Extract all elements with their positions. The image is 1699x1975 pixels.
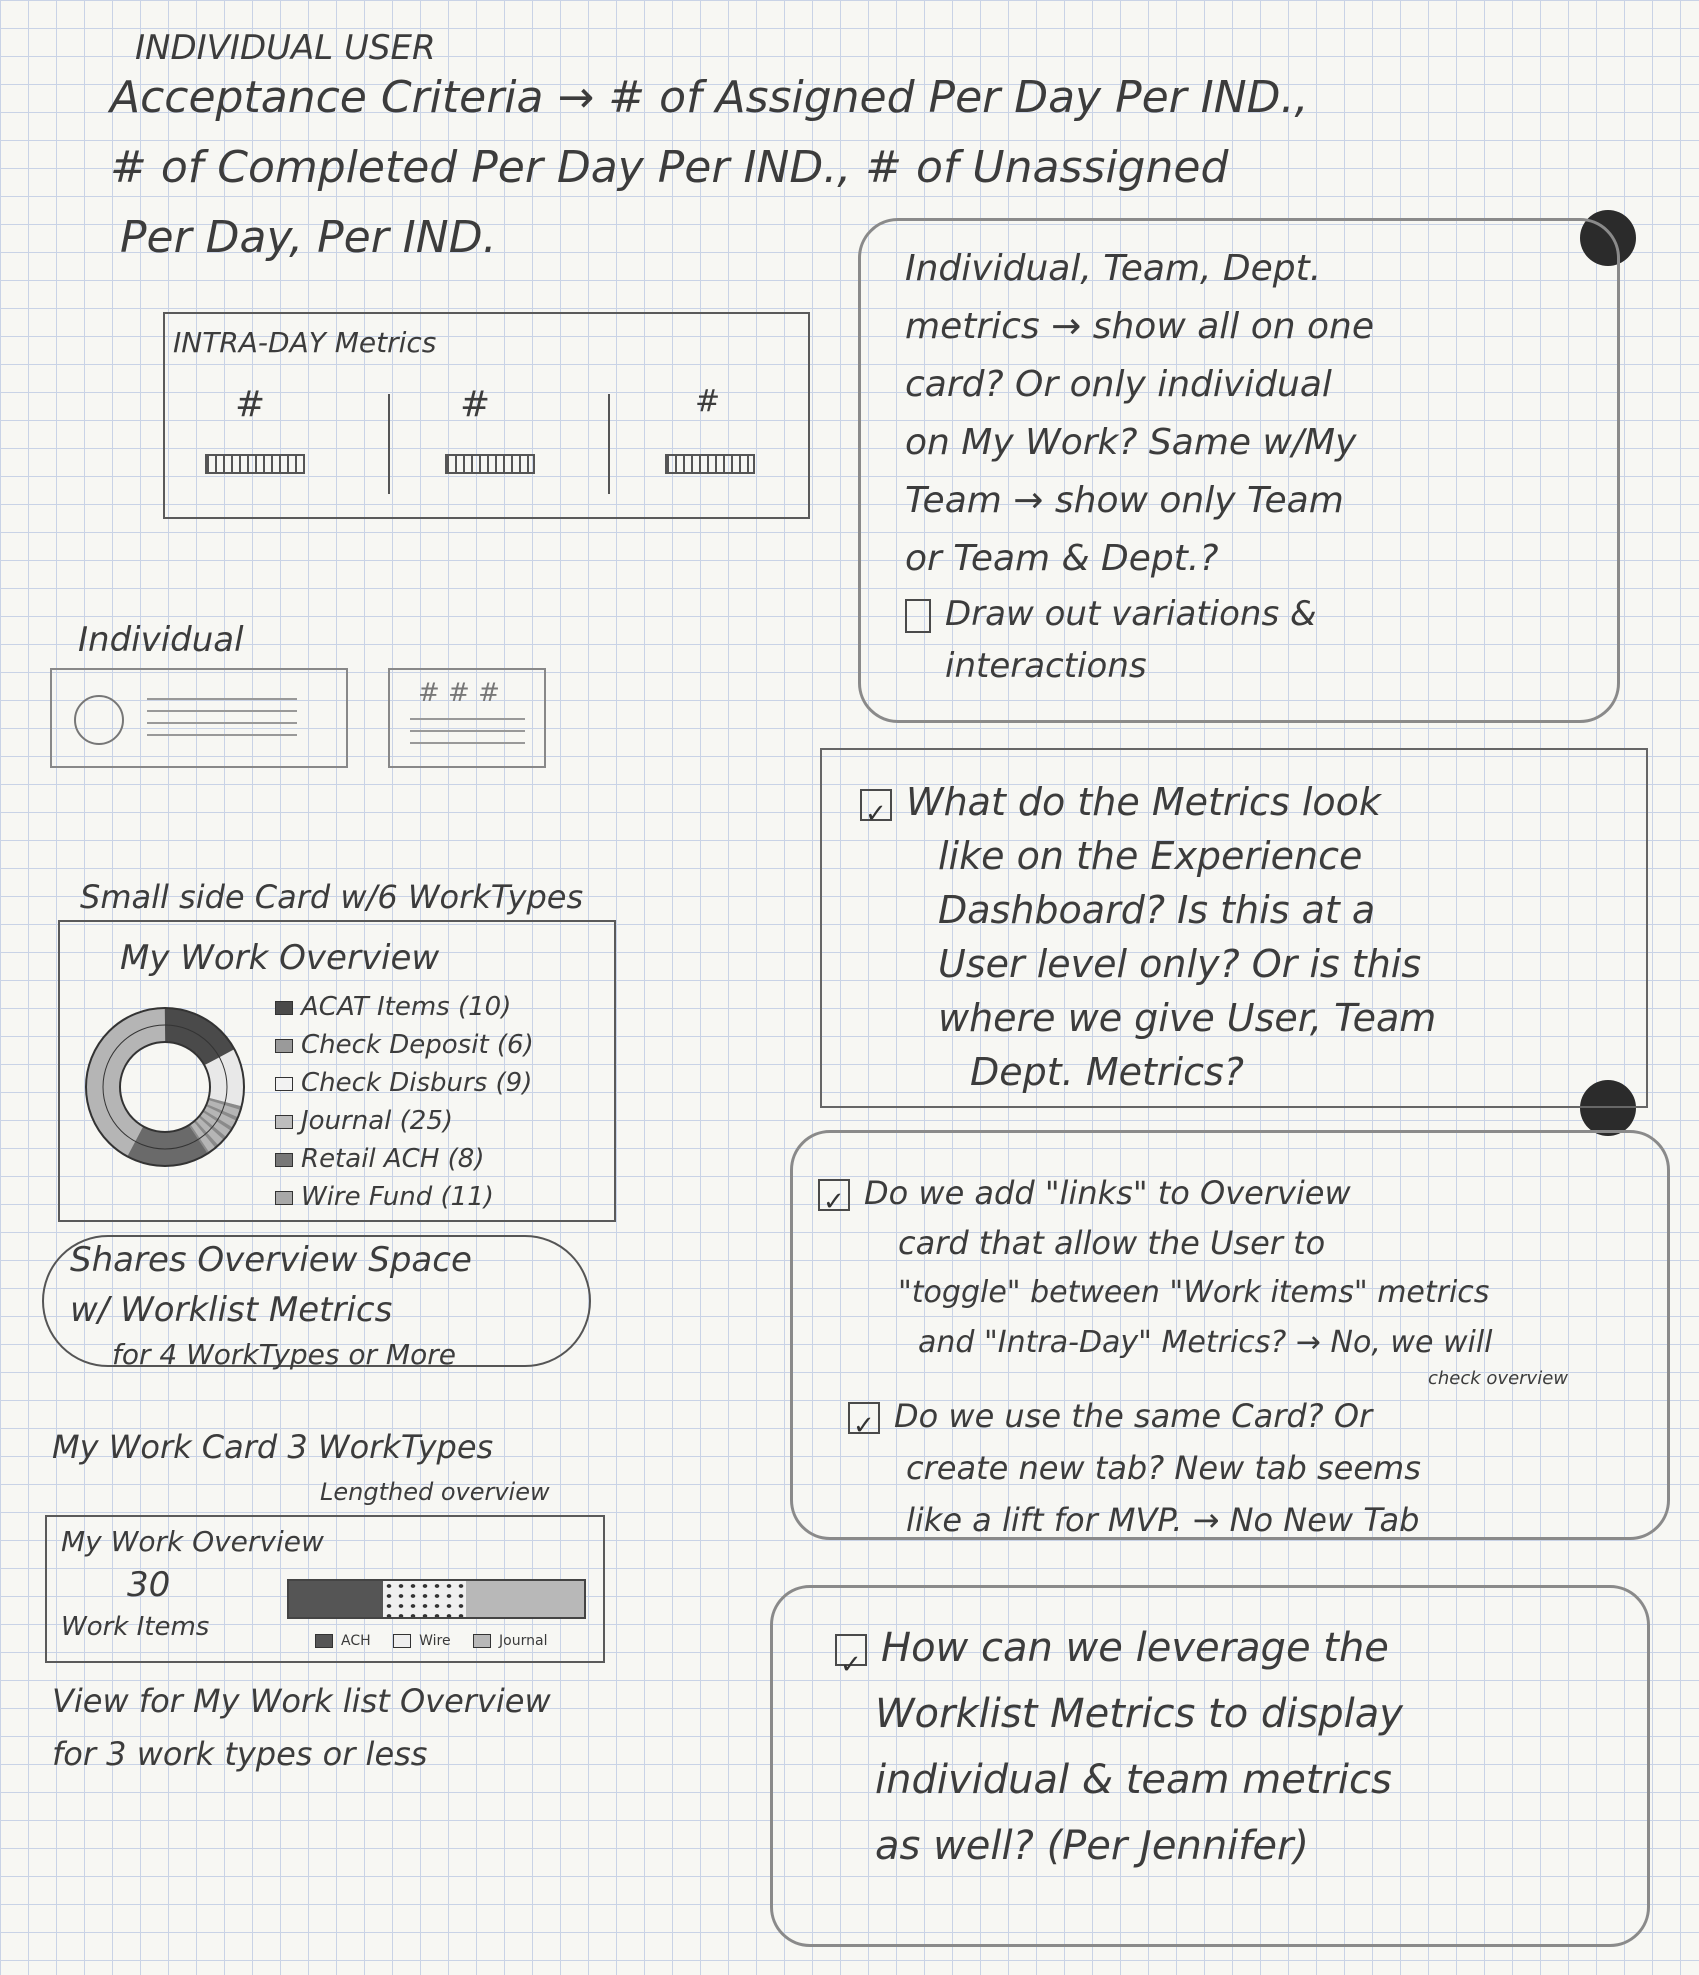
legend-item-journal — [275, 1102, 534, 1140]
legend-swatch — [275, 1153, 293, 1167]
card3-bar-segment-journal — [466, 1581, 584, 1617]
header-line-2: Acceptance Criteria → # of Assigned Per Day Per IND., — [110, 72, 1309, 123]
question-3-line-6: create new tab? New tab seems — [906, 1449, 1421, 1487]
individual-title: Individual — [78, 620, 244, 660]
question-2-line-3: Dashboard? Is this at a — [938, 888, 1376, 932]
individual-card-left — [50, 668, 348, 768]
question-1-todo — [905, 588, 1374, 640]
question-3-line-1-text: Do we add "links" to Overview — [864, 1174, 1351, 1212]
todo-checkbox[interactable] — [905, 599, 931, 633]
small-card-note-line-1: Shares Overview Space — [70, 1240, 472, 1280]
intra-day-label-scribble-2 — [445, 454, 535, 474]
question-3-line-1 — [818, 1168, 1568, 1218]
legend-swatch — [473, 1634, 491, 1648]
legend-swatch — [275, 1115, 293, 1129]
legend-item-disburs — [275, 1064, 534, 1102]
question-1 — [905, 240, 1374, 692]
question-2-line-1-text: What do the Metrics look — [906, 780, 1381, 824]
legend-swatch — [275, 1191, 293, 1205]
card3-bar-segment-ach — [289, 1581, 383, 1617]
individual-card-right — [388, 668, 546, 768]
question-4-line-2: Worklist Metrics to display — [875, 1691, 1403, 1737]
checkbox-checked[interactable] — [860, 789, 892, 821]
card3-count-label: Work Items — [61, 1612, 210, 1642]
card3-legend — [315, 1633, 547, 1649]
question-3 — [818, 1168, 1568, 1546]
intra-day-value-1: # — [235, 384, 266, 425]
legend-swatch — [275, 1077, 293, 1091]
intra-day-card — [163, 312, 810, 519]
question-2-line-4: User level only? Or is this — [938, 942, 1422, 986]
small-card-note-line-2: w/ Worklist Metrics — [70, 1290, 393, 1330]
donut-chart — [80, 1002, 250, 1172]
question-1-line-6: or Team & Dept.? — [905, 538, 1219, 579]
question-2-line-1 — [860, 775, 1436, 829]
small-card — [58, 920, 616, 1222]
header-line-1: INDIVIDUAL USER — [135, 28, 436, 68]
question-4-line-1 — [835, 1615, 1403, 1681]
question-3-line-7: like a lift for MVP. → No New Tab — [906, 1501, 1420, 1539]
question-3-side-note: check overview — [1428, 1368, 1569, 1389]
question-1-line-3: card? Or only individual — [905, 364, 1332, 405]
small-card-title: My Work Overview — [120, 938, 440, 978]
card3-bar — [287, 1579, 586, 1619]
legend-label: Check Disburs (9) — [301, 1068, 533, 1098]
legend-item-acat — [275, 988, 534, 1026]
question-2-line-6: Dept. Metrics? — [970, 1050, 1244, 1094]
question-1-todo-line-2: interactions — [945, 646, 1147, 686]
card3-caption-2: Lengthed overview — [320, 1478, 550, 1506]
question-4-line-4: as well? (Per Jennifer) — [875, 1823, 1310, 1869]
checkbox-checked[interactable] — [818, 1179, 850, 1211]
checkbox-checked[interactable] — [848, 1402, 880, 1434]
individual-number-lines — [410, 718, 525, 754]
card3-count: 30 — [127, 1565, 171, 1605]
card3-legend-journal: Journal — [499, 1633, 548, 1649]
question-2-line-2: like on the Experience — [938, 834, 1363, 878]
question-3-line-5-text: Do we use the same Card? Or — [894, 1397, 1373, 1435]
legend-label: Retail ACH (8) — [301, 1144, 485, 1174]
intra-day-divider-1 — [388, 394, 390, 494]
card3 — [45, 1515, 605, 1663]
legend-label: ACAT Items (10) — [301, 992, 512, 1022]
intra-day-title: INTRA-DAY Metrics — [173, 326, 437, 359]
question-1-line-2: metrics → show all on one — [905, 306, 1375, 347]
legend-label: Wire Fund (11) — [301, 1182, 494, 1212]
question-1-line-5: Team → show only Team — [905, 480, 1344, 521]
intra-day-label-scribble-3 — [665, 454, 755, 474]
intra-day-label-scribble-1 — [205, 454, 305, 474]
legend-item-deposit — [275, 1026, 534, 1064]
checkbox-checked[interactable] — [835, 1634, 867, 1666]
legend-label: Check Deposit (6) — [301, 1030, 534, 1060]
legend-item-retail-ach — [275, 1140, 534, 1178]
legend-swatch — [393, 1634, 411, 1648]
legend-swatch — [315, 1634, 333, 1648]
legend-label: Journal (25) — [301, 1106, 454, 1136]
card3-bar-segment-wire — [383, 1581, 466, 1617]
question-1-line-1: Individual, Team, Dept. — [905, 248, 1322, 289]
card3-legend-ach: ACH — [341, 1633, 371, 1649]
legend-swatch — [275, 1001, 293, 1015]
question-1-line-4: on My Work? Same w/My — [905, 422, 1357, 463]
individual-text-lines — [147, 698, 297, 742]
individual-numbers: # # # — [418, 678, 500, 708]
question-1-todo-line-1: Draw out variations & — [945, 594, 1317, 634]
question-4-line-3: individual & team metrics — [875, 1757, 1392, 1803]
question-3-line-4: and "Intra-Day" Metrics? → No, we will — [918, 1325, 1493, 1360]
question-4-line-1-text: How can we leverage the — [881, 1625, 1389, 1671]
card3-note-line-1: View for My Work list Overview — [52, 1682, 551, 1720]
card3-title: My Work Overview — [61, 1525, 324, 1558]
intra-day-divider-2 — [608, 394, 610, 494]
question-4 — [835, 1615, 1403, 1879]
small-card-legend — [275, 988, 534, 1216]
avatar — [74, 695, 124, 745]
legend-item-wire — [275, 1178, 534, 1216]
question-3-line-5 — [818, 1390, 1568, 1442]
legend-swatch — [275, 1039, 293, 1053]
card3-caption-1: My Work Card 3 WorkTypes — [52, 1428, 494, 1466]
intra-day-value-3: # — [695, 384, 721, 419]
header-line-3: # of Completed Per Day Per IND., # of Unassigned — [110, 142, 1229, 193]
intra-day-value-2: # — [460, 384, 491, 425]
header-line-4: Per Day, Per IND. — [120, 212, 497, 263]
small-card-caption: Small side Card w/6 WorkTypes — [80, 878, 584, 916]
question-3-line-3: "toggle" between "Work items" metrics — [898, 1275, 1490, 1310]
card3-note-line-2: for 3 work types or less — [52, 1735, 428, 1773]
question-2 — [860, 775, 1436, 1099]
question-3-line-2: card that allow the User to — [898, 1224, 1326, 1262]
small-card-note-line-3: for 4 WorkTypes or More — [112, 1338, 456, 1371]
question-2-line-5: where we give User, Team — [938, 996, 1437, 1040]
card3-legend-wire: Wire — [419, 1633, 451, 1649]
